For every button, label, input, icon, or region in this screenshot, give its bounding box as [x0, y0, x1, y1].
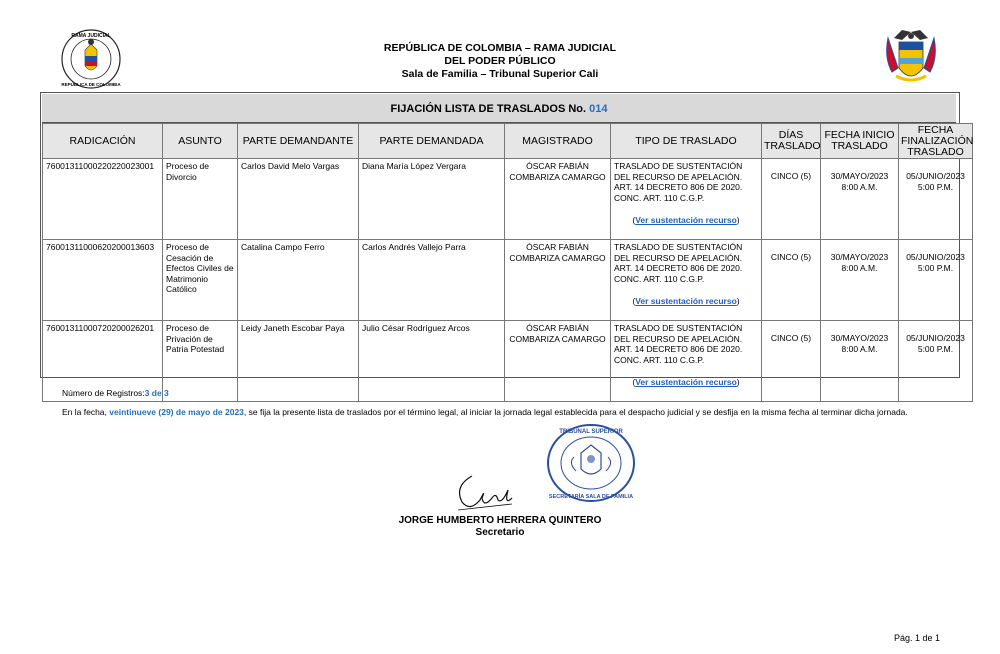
- header-line-3: Sala de Familia – Tribunal Superior Cali: [401, 68, 599, 80]
- table-row: [43, 240, 973, 321]
- traslados-table: [42, 123, 973, 402]
- registros-label: Número de Registros:: [62, 388, 145, 398]
- cell-tipo: [611, 159, 762, 240]
- registros-value: 3 de 3: [144, 388, 169, 398]
- inicio-hora: 8:00 A.M.: [841, 262, 878, 273]
- col-asunto: ASUNTO: [163, 124, 238, 159]
- svg-text:RAMA JUDICIAL: RAMA JUDICIAL: [71, 33, 111, 39]
- page-number: Pág. 1 de 1: [893, 633, 940, 643]
- fin-fecha: 05/JUNIO/2023: [906, 171, 965, 181]
- ver-sustentacion-link[interactable]: Ver sustentación recurso: [635, 377, 737, 387]
- col-demandante: PARTE DEMANDANTE: [238, 124, 359, 159]
- tipo-link-wrap: (Ver sustentación recurso): [632, 215, 740, 225]
- cell-demandante: Carlos David Melo Vargas: [238, 159, 359, 240]
- ver-sustentacion-link[interactable]: Ver sustentación recurso: [635, 296, 737, 306]
- fin-hora: 5:00 P.M.: [917, 343, 954, 354]
- cell-asunto: Proceso de Divorcio: [163, 159, 238, 240]
- cell-demandante: Catalina Campo Ferro: [238, 240, 359, 321]
- tipo-text: TRASLADO DE SUSTENTACIÓN DEL RECURSO DE APELACIÓN. ART. 14 DECRETO 806 DE 2020. CONC. ART. 110 C.G.P.: [614, 323, 743, 365]
- coat-of-arms-icon: [882, 28, 940, 90]
- fijacion-statement: [62, 407, 908, 417]
- tipo-link-wrap: (Ver sustentación recurso): [632, 296, 740, 306]
- cell-tipo: [611, 321, 762, 402]
- fin-fecha: 05/JUNIO/2023: [906, 333, 965, 343]
- cell-asunto: Proceso de Cesación de Efectos Civiles de Matrimonio Católico: [163, 240, 238, 321]
- cell-demandada: Diana María López Vergara: [359, 159, 505, 240]
- ver-sustentacion-link[interactable]: Ver sustentación recurso: [635, 215, 737, 225]
- inicio-fecha: 30/MAYO/2023: [830, 333, 889, 343]
- inicio-hora: 8:00 A.M.: [841, 181, 878, 192]
- fecha-suffix: , se fija la presente lista de traslados por el término legal, al iniciar la jornada legal establecida para el despacho judicial y se desfija en la misma fecha al terminar dicha jornada.: [243, 407, 908, 417]
- table-row: [43, 159, 973, 240]
- cell-fin: [899, 240, 973, 321]
- header-line-2: DEL PODER PÚBLICO: [444, 55, 556, 67]
- inicio-hora: 8:00 A.M.: [841, 343, 878, 354]
- col-dias: DÍAS TRASLADO: [762, 124, 821, 159]
- tribunal-stamp-icon: [546, 423, 636, 503]
- svg-text:REPÚBLICA DE COLOMBIA: REPÚBLICA DE COLOMBIA: [61, 82, 121, 87]
- cell-fin: [899, 321, 973, 402]
- cell-radicacion: 76001311000220220023001: [43, 159, 163, 240]
- cell-tipo: [611, 240, 762, 321]
- cell-asunto: Proceso de Privación de Patria Potestad: [163, 321, 238, 402]
- inicio-fecha: 30/MAYO/2023: [830, 171, 889, 181]
- header-line-1: REPÚBLICA DE COLOMBIA – RAMA JUDICIAL: [383, 42, 617, 54]
- document-header: [0, 42, 1000, 81]
- cell-fin: [899, 159, 973, 240]
- table-header-row: [43, 124, 973, 159]
- cell-inicio: [821, 240, 899, 321]
- cell-demandada: Julio César Rodríguez Arcos: [359, 321, 505, 402]
- fin-fecha: 05/JUNIO/2023: [906, 252, 965, 262]
- fin-hora: 5:00 P.M.: [917, 181, 954, 192]
- registros-count: [62, 388, 169, 398]
- secretary-role: Secretario: [475, 527, 525, 538]
- col-tipo: TIPO DE TRASLADO: [611, 124, 762, 159]
- tipo-text: TRASLADO DE SUSTENTACIÓN DEL RECURSO DE APELACIÓN. ART. 14 DECRETO 806 DE 2020. CONC. ART. 110 C.G.P.: [614, 161, 743, 203]
- col-magistrado: MAGISTRADO: [505, 124, 611, 159]
- signature-icon: [452, 468, 532, 518]
- cell-magistrado: ÓSCAR FABIÁN COMBARIZA CAMARGO: [505, 321, 611, 402]
- cell-dias: CINCO (5): [762, 240, 821, 321]
- list-title: [42, 94, 956, 123]
- fin-hora: 5:00 P.M.: [917, 262, 954, 273]
- signature-block: [0, 515, 1000, 539]
- col-radicacion: RADICACIÓN: [43, 124, 163, 159]
- svg-text:SECRETARÍA SALA DE FAMILIA: SECRETARÍA SALA DE FAMILIA: [548, 494, 634, 500]
- cell-demandada: Carlos Andrés Vallejo Parra: [359, 240, 505, 321]
- secretary-name: JORGE HUMBERTO HERRERA QUINTERO: [398, 515, 602, 526]
- cell-demandante: Leidy Janeth Escobar Paya: [238, 321, 359, 402]
- svg-text:TRIBUNAL SUPERIOR: TRIBUNAL SUPERIOR: [559, 429, 623, 435]
- col-demandada: PARTE DEMANDADA: [359, 124, 505, 159]
- cell-radicacion: 76001311000720200026201: [43, 321, 163, 402]
- cell-inicio: [821, 321, 899, 402]
- cell-dias: CINCO (5): [762, 159, 821, 240]
- cell-inicio: [821, 159, 899, 240]
- list-title-number: 014: [589, 103, 608, 115]
- fecha-prefix: En la fecha,: [62, 407, 110, 417]
- col-fin: FECHA FINALIZACIÓN TRASLADO: [899, 124, 973, 159]
- fecha-date: veintinueve (29) de mayo de 2023: [109, 407, 244, 417]
- table-row: [43, 321, 973, 402]
- inicio-fecha: 30/MAYO/2023: [830, 252, 889, 262]
- col-inicio: FECHA INICIO TRASLADO: [821, 124, 899, 159]
- cell-magistrado: ÓSCAR FABIÁN COMBARIZA CAMARGO: [505, 159, 611, 240]
- cell-magistrado: ÓSCAR FABIÁN COMBARIZA CAMARGO: [505, 240, 611, 321]
- tipo-text: TRASLADO DE SUSTENTACIÓN DEL RECURSO DE APELACIÓN. ART. 14 DECRETO 806 DE 2020. CONC. ART. 110 C.G.P.: [614, 242, 743, 284]
- tipo-link-wrap: (Ver sustentación recurso): [632, 377, 740, 387]
- cell-radicacion: 76001311000620200013603: [43, 240, 163, 321]
- list-title-label: FIJACIÓN LISTA DE TRASLADOS No.: [390, 103, 587, 115]
- cell-dias: CINCO (5): [762, 321, 821, 402]
